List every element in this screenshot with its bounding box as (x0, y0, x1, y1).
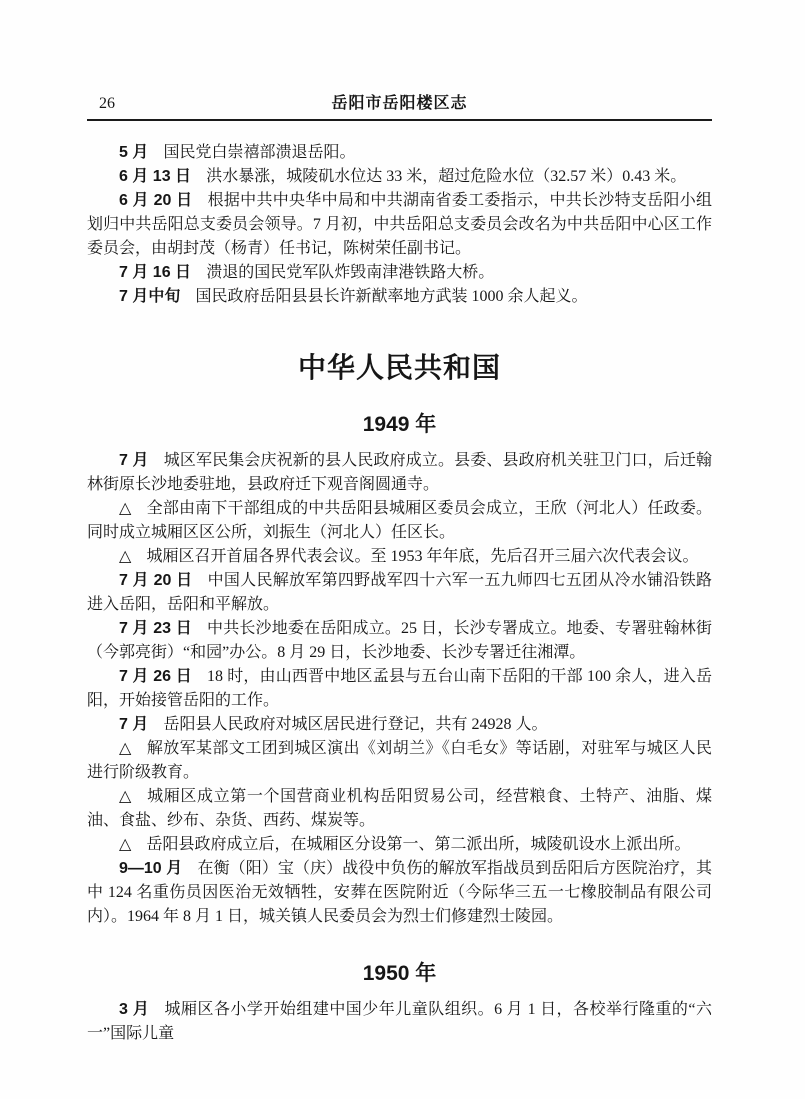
entry-marker-triangle: △ (119, 548, 132, 565)
entry-text: 解放军某部文工团到城区演出《刘胡兰》《白毛女》等话剧，对驻军与城区人民进行阶级教育。 (87, 740, 712, 781)
page-content (87, 121, 712, 1046)
entry-date-label: 7 月 16 日 (119, 264, 192, 281)
entry-text: 国民党白崇禧部溃退岳阳。 (163, 144, 356, 161)
year-heading-1949: 1949 年 (362, 413, 437, 436)
chronicle-entry (87, 998, 712, 1046)
entry-marker-triangle: △ (119, 836, 132, 853)
entry-text: 岳阳县政府成立后，在城厢区分设第一、第二派出所，城陵矶设水上派出所。 (146, 836, 691, 853)
entry-date-label: 5 月 (119, 144, 149, 161)
entry-text: 全部由南下干部组成的中共岳阳县城厢区委员会成立，王欣（河北人）任政委。同时成立城厢区区公所，刘振生（河北人）任区长。 (87, 500, 712, 541)
chronicle-entry (87, 497, 712, 545)
chronicle-entry (87, 165, 712, 189)
entry-text: 城厢区各小学开始组建中国少年儿童队组织。6 月 1 日，各校举行隆重的“六一”国际儿童 (87, 1001, 712, 1042)
entry-text: 中共长沙地委在岳阳成立。25 日，长沙专署成立。地委、专署驻翰林街（今郭亮街）“和园”办公。8 月 29 日，长沙地委、长沙专署迁往湘潭。 (87, 620, 712, 661)
entry-date-label: 6 月 20 日 (119, 192, 193, 209)
chronicle-entry (87, 713, 712, 737)
year-heading-1950: 1950 年 (362, 962, 437, 985)
entry-text: 城厢区成立第一个国营商业机构岳阳贸易公司，经营粮食、土特产、油脂、煤油、食盐、纱布、杂货、西药、煤炭等。 (87, 788, 712, 829)
chronicle-entry (87, 665, 712, 713)
entry-text: 城厢区召开首届各界代表会议。至 1953 年年底，先后召开三届六次代表会议。 (146, 548, 699, 565)
page-number: 26 (99, 95, 115, 112)
book-title: 岳阳市岳阳楼区志 (331, 95, 468, 112)
chronicle-entry (87, 833, 712, 857)
entry-marker-triangle: △ (119, 500, 132, 517)
chronicle-entry (87, 785, 712, 833)
entry-text: 根据中共中央华中局和中共湖南省委工委指示，中共长沙特支岳阳小组划归中共岳阳总支委员会领导。7 月初，中共岳阳总支委员会改名为中共岳阳中心区工作委员会，由胡封茂（杨青）任书记，陈树荣任副书记。 (87, 192, 712, 257)
entry-date-label: 9—10 月 (119, 860, 183, 877)
entry-text: 国民政府岳阳县县长许新猷率地方武装 1000 余人起义。 (195, 288, 588, 305)
page-header (87, 0, 712, 114)
section-pre-prc-entries (87, 141, 712, 309)
chronicle-entry (87, 569, 712, 617)
entry-date-label: 7 月 (119, 452, 149, 469)
chronicle-entry (87, 261, 712, 285)
chronicle-entry (87, 285, 712, 309)
entry-text: 18 时，由山西晋中地区孟县与五台山南下岳阳的干部 100 余人，进入岳阳，开始接管岳阳的工作。 (87, 668, 712, 709)
entry-date-label: 7 月 23 日 (119, 620, 192, 637)
section-1950-entries (87, 998, 712, 1046)
entry-date-label: 7 月 (119, 716, 149, 733)
chronicle-entry (87, 737, 712, 785)
entry-text: 在衡（阳）宝（庆）战役中负伤的解放军指战员到岳阳后方医院治疗，其中 124 名重伤员因医治无效牺牲，安葬在医院附近（今际华三五一七橡胶制品有限公司内）。1964 年 8 月 1 日，城关镇人民委员会为烈士们修建烈士陵园。 (87, 860, 712, 925)
entry-text: 溃退的国民党军队炸毁南津港铁路大桥。 (206, 264, 495, 281)
entry-date-label: 3 月 (119, 1001, 150, 1018)
entry-marker-triangle: △ (119, 788, 132, 805)
entry-text: 洪水暴涨，城陵矶水位达 33 米，超过危险水位（32.57 米）0.43 米。 (206, 168, 687, 185)
chronicle-entry (87, 857, 712, 929)
entry-text: 中国人民解放军第四野战军四十六军一五九师四七五团从冷水铺沿铁路进入岳阳，岳阳和平解放。 (87, 572, 712, 613)
section-1949-entries (87, 449, 712, 929)
chronicle-entry (87, 189, 712, 261)
entry-marker-triangle: △ (119, 740, 132, 757)
chronicle-entry (87, 449, 712, 497)
entry-date-label: 7 月 20 日 (119, 572, 193, 589)
entry-date-label: 7 月中旬 (119, 288, 181, 305)
chronicle-entry (87, 617, 712, 665)
chronicle-entry (87, 545, 712, 569)
page-sheet (87, 0, 712, 1046)
chronicle-entry (87, 141, 712, 165)
entry-date-label: 6 月 13 日 (119, 168, 192, 185)
part-heading: 中华人民共和国 (297, 352, 501, 383)
entry-text: 城区军民集会庆祝新的县人民政府成立。县委、县政府机关驻卫门口，后迁翰林街原长沙地委驻地，县政府迁下观音阁圆通寺。 (87, 452, 712, 493)
entry-text: 岳阳县人民政府对城区居民进行登记，共有 24928 人。 (163, 716, 548, 733)
entry-date-label: 7 月 26 日 (119, 668, 192, 685)
